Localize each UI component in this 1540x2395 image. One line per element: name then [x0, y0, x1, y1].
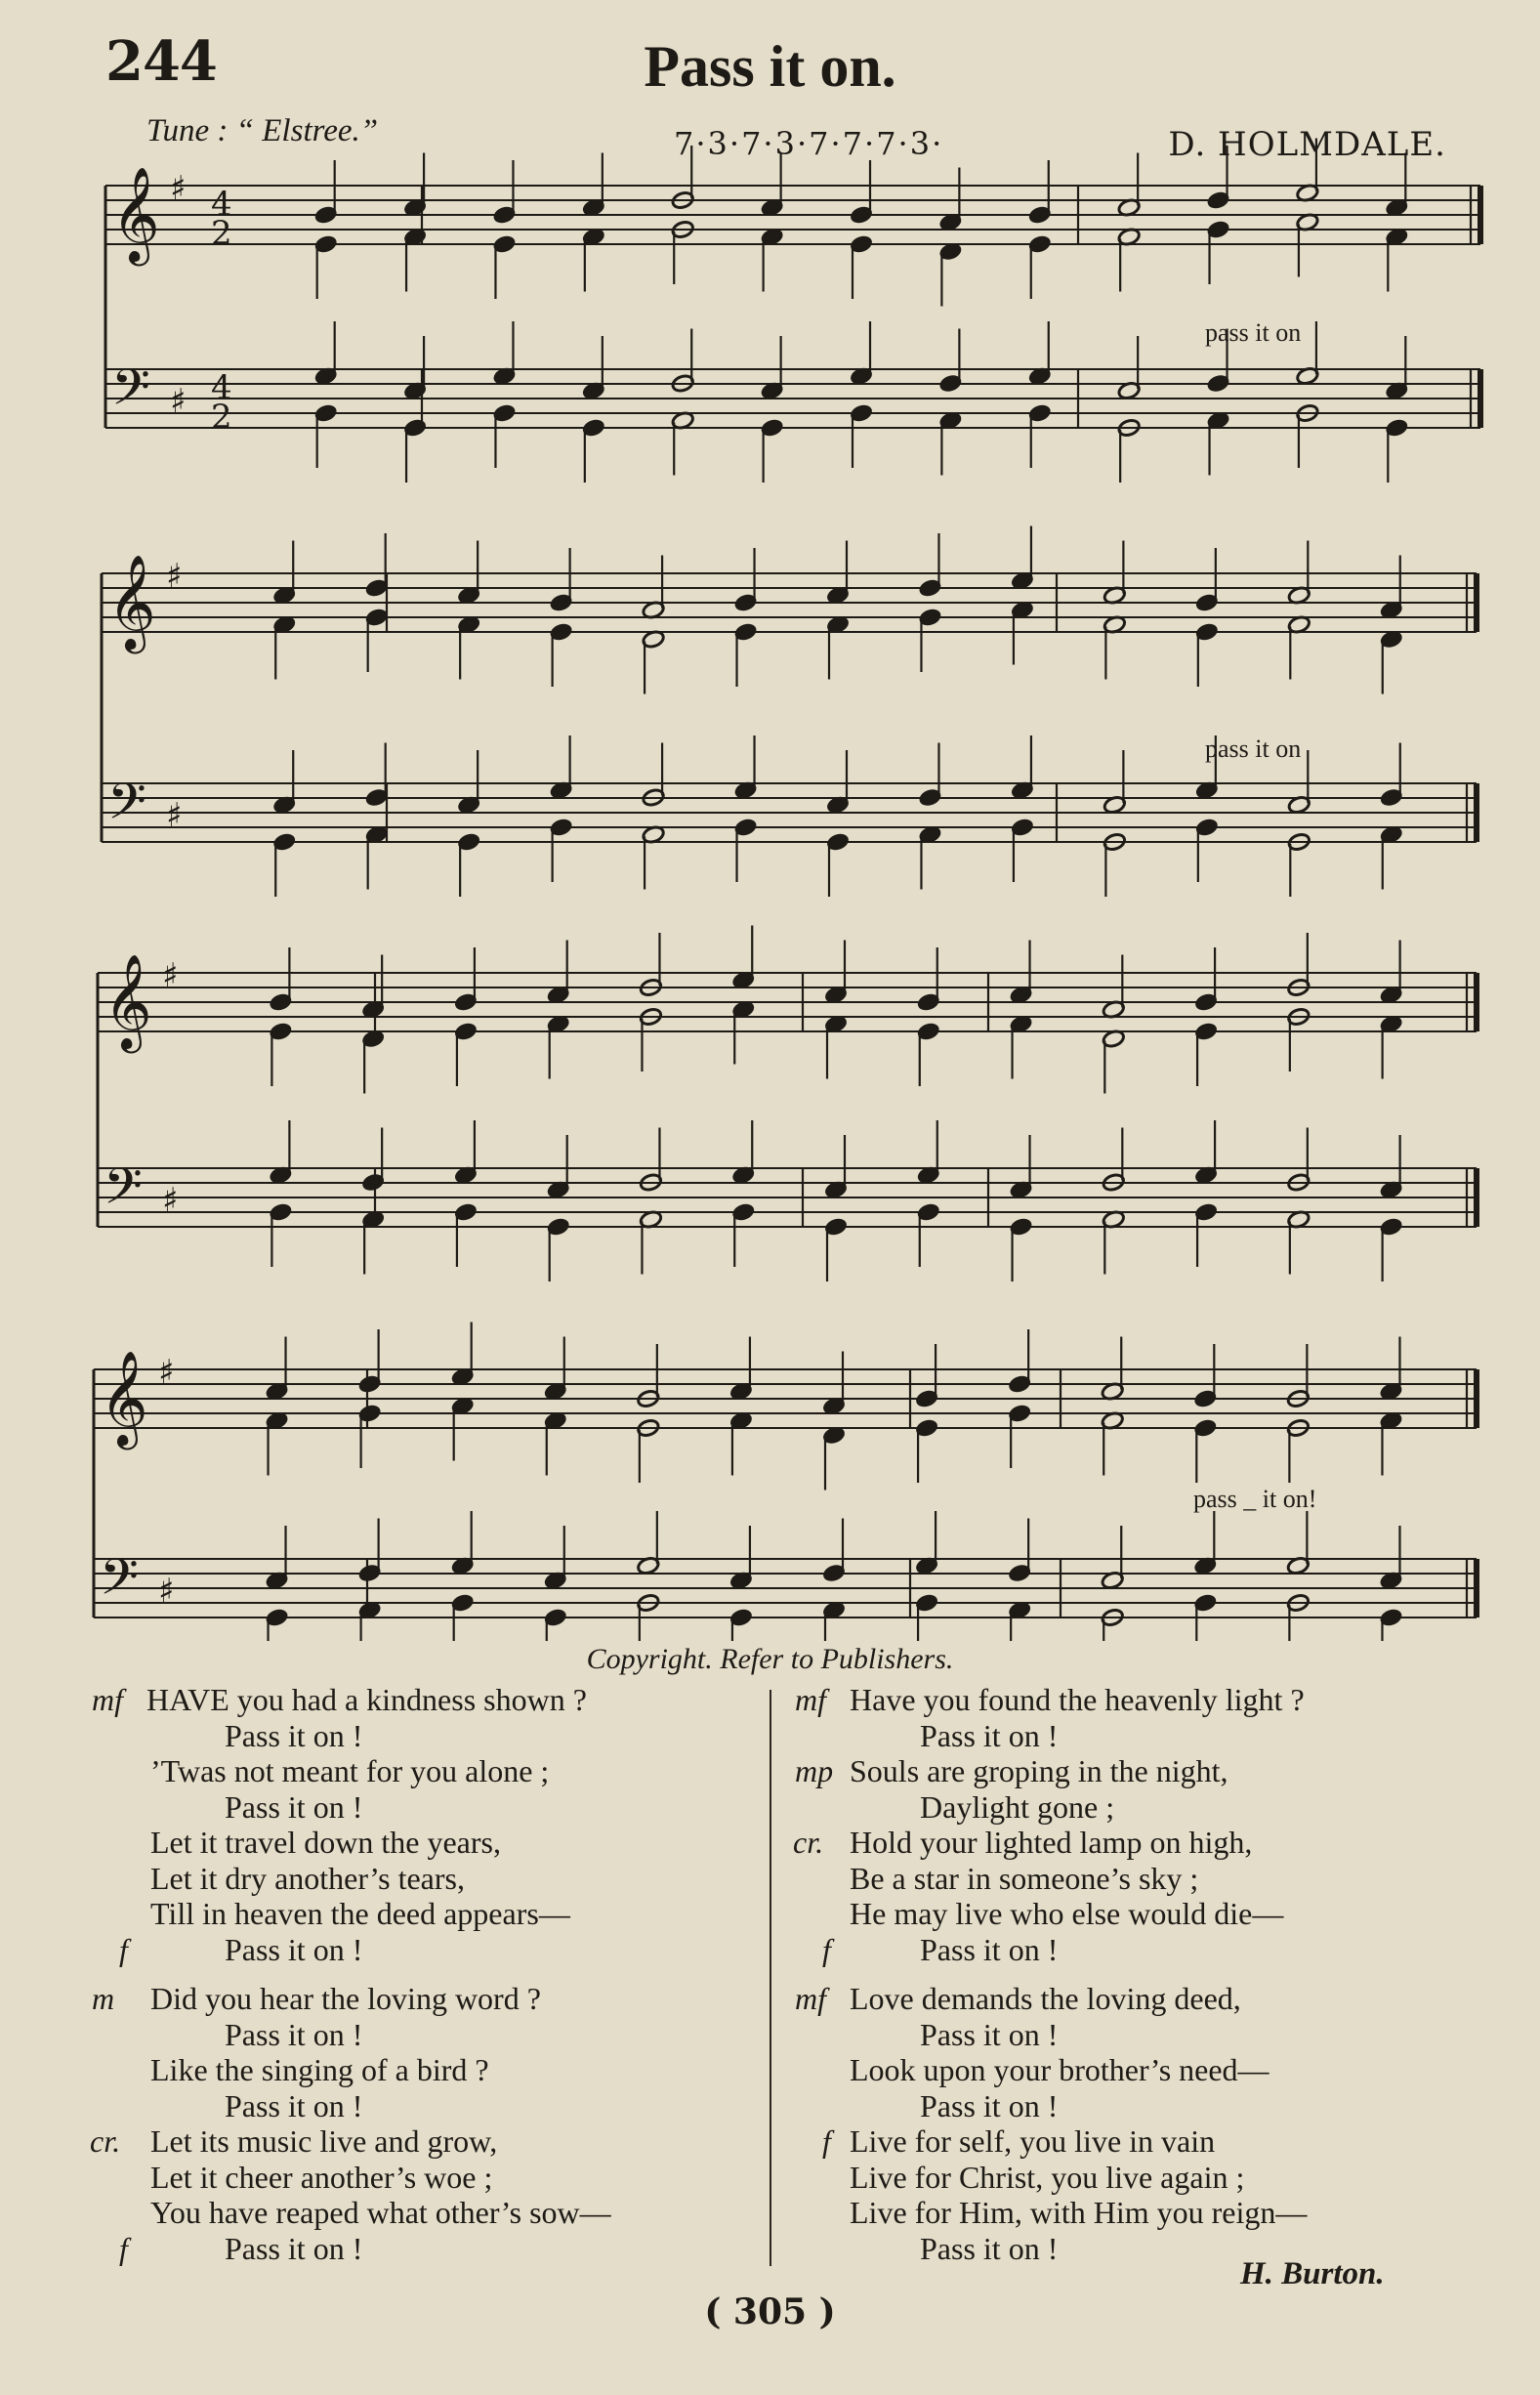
verse-line [850, 2160, 1307, 2196]
verse-line [850, 1861, 1307, 1897]
lyric-underlay-3: pass _ it on! [1193, 1485, 1317, 1513]
verses-left-column [90, 1682, 611, 2266]
verse-line [850, 1718, 1307, 1754]
verse-line [850, 1896, 1307, 1932]
dynamic-marking: mp [795, 1753, 834, 1788]
bass-clef-icon: 𝄢 [100, 1547, 139, 1618]
composer: D. HOLMDALE. [1168, 125, 1446, 164]
verse-text: Live for Christ, you live again ; [850, 2159, 1245, 2195]
sharp-icon: ♯ [158, 1572, 175, 1611]
dynamic-marking: f [119, 1931, 128, 1967]
verse-line [850, 1789, 1307, 1826]
lyric-underlay-1: pass it on [1205, 318, 1302, 347]
verse-line [92, 1981, 611, 2017]
verse-text: Like the singing of a bird ? [150, 2052, 489, 2087]
verse-text: Let it dry another’s tears, [150, 1860, 465, 1896]
verse-text: Pass it on ! [225, 1788, 363, 1825]
verse-text: Be a star in someone’s sky ; [850, 1860, 1199, 1896]
verse-line [92, 1682, 611, 1718]
verse-line [795, 1753, 1307, 1789]
verse-line [850, 2231, 1307, 2267]
time-signature: 2 [211, 398, 232, 437]
sharp-icon: ♯ [166, 796, 183, 835]
author: H. Burton. [1240, 2256, 1385, 2291]
verse-text: Daylight gone ; [920, 1788, 1115, 1825]
dynamic-marking: f [119, 2230, 128, 2266]
verse-line [795, 1682, 1307, 1718]
verse-line [795, 1981, 1307, 2017]
verse-line [119, 1931, 611, 1968]
sharp-icon: ♯ [170, 382, 187, 421]
dynamic-marking: cr. [793, 1825, 824, 1860]
verse-text: Love demands the loving deed, [850, 1981, 1241, 2016]
verse-text: Pass it on ! [920, 2230, 1059, 2266]
verse-text: ’Twas not meant for you alone ; [150, 1753, 550, 1788]
verse-text: Pass it on ! [225, 2230, 363, 2266]
time-signature: 4 [211, 368, 232, 407]
column-divider [770, 1690, 771, 2266]
time-signature: 2 [211, 214, 232, 253]
verse-text: Hold your lighted lamp on high, [850, 1825, 1253, 1860]
sharp-icon: ♯ [162, 1181, 179, 1220]
verse-text: Pass it on ! [920, 1717, 1059, 1753]
verse-line [146, 2017, 611, 2053]
verse-text: Pass it on ! [920, 2087, 1059, 2123]
page-number: ( 305 ) [704, 2291, 836, 2332]
sharp-icon: ♯ [166, 557, 183, 596]
verse-line [146, 2052, 611, 2088]
verse-line [146, 2195, 611, 2231]
verse-line [850, 2017, 1307, 2053]
verse-line [146, 1896, 611, 1932]
verse-line [146, 2088, 611, 2124]
verse-text: Pass it on ! [920, 2016, 1059, 2052]
verse-line [822, 1931, 1307, 1968]
verse-text: Pass it on ! [225, 1717, 363, 1753]
verse-line [146, 1789, 611, 1826]
verse-line [822, 2123, 1307, 2160]
time-signature: 4 [211, 185, 232, 224]
verse-text: Pass it on ! [225, 2087, 363, 2123]
verse-text: Live for self, you live in vain [850, 2123, 1216, 2159]
verse-line [119, 2230, 611, 2267]
verse-text: He may live who else would die— [850, 1896, 1284, 1931]
dynamic-marking: f [822, 1931, 831, 1967]
treble-clef-icon: 𝄞 [104, 953, 152, 1049]
dynamic-marking: f [822, 2123, 831, 2159]
verses-right-column [793, 1682, 1308, 2266]
verse-text: HAVE you had a kindness shown ? [146, 1682, 587, 1717]
verse-text: Till in heaven the deed appears— [150, 1896, 570, 1931]
dynamic-marking: mf [92, 1682, 123, 1717]
sharp-icon: ♯ [162, 956, 179, 995]
dynamic-marking: m [92, 1981, 115, 2016]
verse-text: Let its music live and grow, [150, 2123, 498, 2159]
verse-text: Look upon your brother’s need— [850, 2052, 1269, 2087]
verse-text: Let it travel down the years, [150, 1825, 501, 1860]
verse-text: Let it cheer another’s woe ; [150, 2159, 493, 2195]
tune-name: Tune : “ Elstree.” [146, 113, 379, 148]
verse-text: Pass it on ! [920, 1931, 1059, 1967]
verse-line [146, 1825, 611, 1861]
hymn-title: Pass it on. [644, 34, 896, 99]
hymn-number: 244 [105, 29, 217, 94]
verse-text: You have reaped what other’s sow— [150, 2195, 611, 2230]
sharp-icon: ♯ [170, 169, 187, 208]
verse-line [793, 1825, 1307, 1861]
verse-line [146, 2160, 611, 2196]
treble-clef-icon: 𝄞 [100, 1350, 148, 1446]
lyric-underlay-2: pass it on [1205, 735, 1302, 763]
dynamic-marking: mf [795, 1981, 826, 2016]
treble-clef-icon: 𝄞 [111, 166, 160, 262]
verse-text: Souls are groping in the night, [850, 1753, 1228, 1788]
dynamic-marking: mf [795, 1682, 826, 1717]
copyright-note: Copyright. Refer to Publishers. [586, 1643, 954, 1675]
verse-text: Pass it on ! [225, 2016, 363, 2052]
verse-line [146, 1861, 611, 1897]
verse-text: Did you hear the loving word ? [150, 1981, 541, 2016]
bass-clef-icon: 𝄢 [104, 1156, 143, 1228]
meter: 7·3·7·3·7·7·7·3· [674, 125, 944, 162]
dynamic-marking: cr. [90, 2123, 121, 2159]
verse-line [146, 1718, 611, 1754]
verse-text: Have you found the heavenly light ? [850, 1682, 1305, 1717]
verse-text: Live for Him, with Him you reign— [850, 2195, 1308, 2230]
bass-clef-icon: 𝄢 [111, 357, 150, 429]
verse-line [850, 2088, 1307, 2124]
verse-line [90, 2123, 611, 2160]
sharp-icon: ♯ [158, 1353, 175, 1392]
verse-line [850, 2195, 1307, 2231]
verse-text: Pass it on ! [225, 1931, 363, 1967]
verse-line [850, 2052, 1307, 2088]
treble-clef-icon: 𝄞 [107, 554, 156, 650]
verse-line [146, 1753, 611, 1789]
bass-clef-icon: 𝄢 [107, 772, 146, 843]
